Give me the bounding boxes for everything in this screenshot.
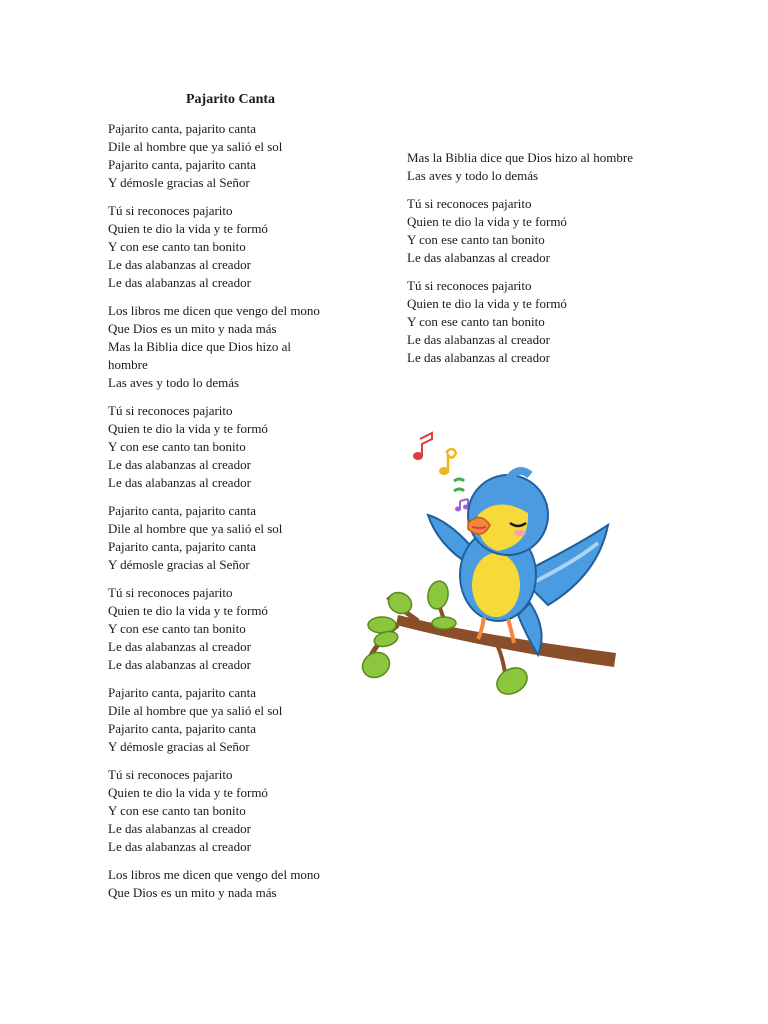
lyric-line: Le das alabanzas al creador — [108, 839, 251, 854]
lyric-line: Y démosle gracias al Señor — [108, 739, 250, 754]
lyric-line: Quien te dio la vida y te formó — [108, 221, 268, 236]
stanza — [108, 302, 368, 392]
lyric-line: Y con ese canto tan bonito — [407, 232, 545, 247]
lyric-line: Le das alabanzas al creador — [108, 257, 251, 272]
lyric-line: Dile al hombre que ya salió el sol — [108, 521, 283, 536]
lyric-line: Pajarito canta, pajarito canta — [108, 157, 256, 172]
lyric-line: Y con ese canto tan bonito — [407, 314, 545, 329]
lyric-line: Los libros me dicen que vengo del mono — [108, 303, 320, 318]
stanza — [108, 120, 368, 192]
stanza — [108, 402, 368, 492]
lyric-line: Pajarito canta, pajarito canta — [108, 539, 256, 554]
lyric-line: Tú si reconoces pajarito — [407, 278, 532, 293]
lyric-line: Le das alabanzas al creador — [407, 250, 550, 265]
lyric-line: Tú si reconoces pajarito — [108, 403, 233, 418]
lyric-line: Mas la Biblia dice que Dios hizo al hombre — [108, 339, 292, 372]
lyric-line: Le das alabanzas al creador — [108, 275, 251, 290]
lyric-line: Tú si reconoces pajarito — [108, 767, 233, 782]
lyric-line: Quien te dio la vida y te formó — [108, 785, 268, 800]
stanza — [108, 584, 368, 674]
lyric-line: Quien te dio la vida y te formó — [108, 603, 268, 618]
lyric-line: Tú si reconoces pajarito — [108, 203, 233, 218]
lyric-line: Tú si reconoces pajarito — [407, 196, 532, 211]
lyric-line: Le das alabanzas al creador — [108, 657, 251, 672]
lyric-line: Y démosle gracias al Señor — [108, 557, 250, 572]
lyric-line: Quien te dio la vida y te formó — [108, 421, 268, 436]
lyric-line: Dile al hombre que ya salió el sol — [108, 139, 283, 154]
lyric-line: Y con ese canto tan bonito — [108, 239, 246, 254]
stanza — [407, 195, 637, 267]
lyric-line: Le das alabanzas al creador — [407, 332, 550, 347]
lyric-line: Le das alabanzas al creador — [108, 639, 251, 654]
music-note-icon — [455, 499, 469, 512]
lyric-line: Las aves y todo lo demás — [108, 375, 240, 390]
lyric-line: Las aves y todo lo demás — [407, 168, 539, 183]
lyric-line: Pajarito canta, pajarito canta — [108, 121, 256, 136]
lyric-line: Le das alabanzas al creador — [108, 475, 251, 490]
lyric-line: Quien te dio la vida y te formó — [407, 296, 567, 311]
stanza — [108, 684, 368, 756]
lyrics-left-column — [108, 120, 368, 912]
lyric-line: Que Dios es un mito y nada más — [108, 885, 277, 900]
bird-head — [468, 471, 548, 555]
lyric-line: Tú si reconoces pajarito — [108, 585, 233, 600]
music-note-icon — [454, 479, 464, 491]
stanza — [108, 502, 368, 574]
lyric-line: Quien te dio la vida y te formó — [407, 214, 567, 229]
lyric-line: Y con ese canto tan bonito — [108, 621, 246, 636]
lyrics-right-column — [407, 149, 637, 377]
lyric-line: Y démosle gracias al Señor — [108, 175, 250, 190]
lyric-line: Mas la Biblia dice que Dios hizo al hombre — [407, 150, 634, 165]
lyric-line: Que Dios es un mito y nada más — [108, 321, 277, 336]
stanza — [108, 766, 368, 856]
lyric-line: Le das alabanzas al creador — [108, 821, 251, 836]
lyric-line: Y con ese canto tan bonito — [108, 439, 246, 454]
lyric-line: Pajarito canta, pajarito canta — [108, 503, 256, 518]
stanza — [407, 277, 637, 367]
lyric-line: Le das alabanzas al creador — [108, 457, 251, 472]
lyric-line: Pajarito canta, pajarito canta — [108, 721, 256, 736]
music-note-icon — [413, 433, 432, 460]
stanza — [108, 866, 368, 902]
song-title: Pajarito Canta — [186, 92, 276, 107]
lyric-line: Los libros me dicen que vengo del mono — [108, 867, 320, 882]
singing-bird-illustration — [358, 425, 620, 705]
lyric-line: Dile al hombre que ya salió el sol — [108, 703, 283, 718]
music-note-icon — [439, 449, 456, 475]
lyric-line: Y con ese canto tan bonito — [108, 803, 246, 818]
lyric-line: Pajarito canta, pajarito canta — [108, 685, 256, 700]
lyric-line: Le das alabanzas al creador — [407, 350, 550, 365]
stanza — [407, 149, 637, 185]
stanza — [108, 202, 368, 292]
